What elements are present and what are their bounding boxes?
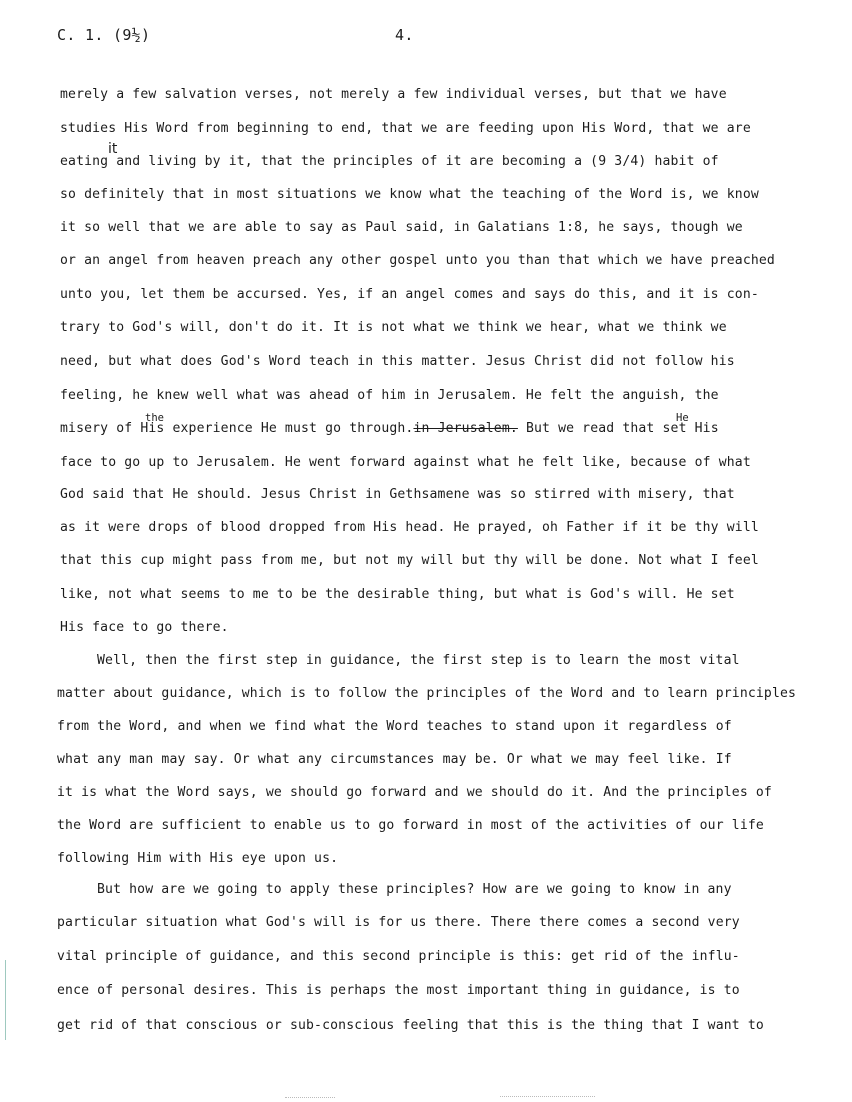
- scan-speck: [285, 1097, 335, 1100]
- text-line: get rid of that conscious or sub-conscious feeling that this is the thing that I want to: [57, 1018, 764, 1033]
- text-line: ence of personal desires. This is perhaps the most important thing in guidance, is to: [57, 983, 740, 998]
- text-line: or an angel from heaven preach any other gospel unto you than that which we have preached: [60, 253, 775, 268]
- text-line: [60, 421, 719, 437]
- text-line: face to go up to Jerusalem. He went forward against what he felt like, because of what: [60, 455, 751, 470]
- text-line: feeling, he knew well what was ahead of him in Jerusalem. He felt the anguish, the: [60, 388, 719, 403]
- document-reference: C. 1. (9½): [57, 26, 151, 44]
- typed-insertion: He: [676, 412, 689, 424]
- line-end: But we read that set His: [517, 421, 719, 436]
- text-line: particular situation what God's will is for us there. There there comes a second very: [57, 915, 740, 930]
- text-line: what any man may say. Or what any circumstances may be. Or what we may feel like. If: [57, 752, 732, 767]
- page-edge-mark: [5, 960, 6, 1040]
- text-line: studies His Word from beginning to end, that we are feeding upon His Word, that we are: [60, 121, 751, 136]
- scan-speck: [500, 1096, 595, 1099]
- handwritten-insertion: it: [108, 141, 118, 157]
- text-line: Well, then the first step in guidance, the first step is to learn the most vital: [97, 653, 740, 668]
- typed-insertion: the: [145, 412, 164, 424]
- text-line: unto you, let them be accursed. Yes, if an angel comes and says do this, and it is con-: [60, 287, 759, 302]
- text-line: God said that He should. Jesus Christ in Gethsamene was so stirred with misery, that: [60, 487, 735, 502]
- text-line: it is what the Word says, we should go forward and we should do it. And the principles of: [57, 785, 772, 800]
- text-line: But how are we going to apply these principles? How are we going to know in any: [97, 882, 732, 897]
- text-line: following Him with His eye upon us.: [57, 851, 339, 866]
- text-line: His face to go there.: [60, 620, 229, 635]
- text-line: it so well that we are able to say as Paul said, in Galatians 1:8, he says, though we: [60, 220, 743, 235]
- struck-text: in Jerusalem.: [413, 421, 518, 436]
- text-line: trary to God's will, don't do it. It is not what we think we hear, what we think we: [60, 320, 727, 335]
- text-line: need, but what does God's Word teach in this matter. Jesus Christ did not follow his: [60, 354, 735, 369]
- text-line: so definitely that in most situations we know what the teaching of the Word is, we know: [60, 187, 759, 202]
- text-line: from the Word, and when we find what the Word teaches to stand upon it regardless of: [57, 719, 732, 734]
- text-line: eating and living by it, that the principles of it are becoming a (9 3/4) habit of: [60, 154, 719, 169]
- text-line: vital principle of guidance, and this second principle is this: get rid of the influ-: [57, 949, 740, 964]
- text-line: like, not what seems to me to be the desirable thing, but what is God's will. He set: [60, 587, 735, 602]
- text-line: the Word are sufficient to enable us to go forward in most of the activities of our life: [57, 818, 764, 833]
- text-line: as it were drops of blood dropped from His head. He prayed, oh Father if it be thy will: [60, 520, 759, 535]
- text-line: that this cup might pass from me, but not my will but thy will be done. Not what I feel: [60, 553, 759, 568]
- page-number: 4.: [395, 26, 414, 44]
- text-line: matter about guidance, which is to follow the principles of the Word and to learn principles: [57, 686, 797, 701]
- text-line: merely a few salvation verses, not merely a few individual verses, but that we have: [60, 87, 727, 102]
- line-start: misery of His experience He must go through.: [60, 421, 414, 436]
